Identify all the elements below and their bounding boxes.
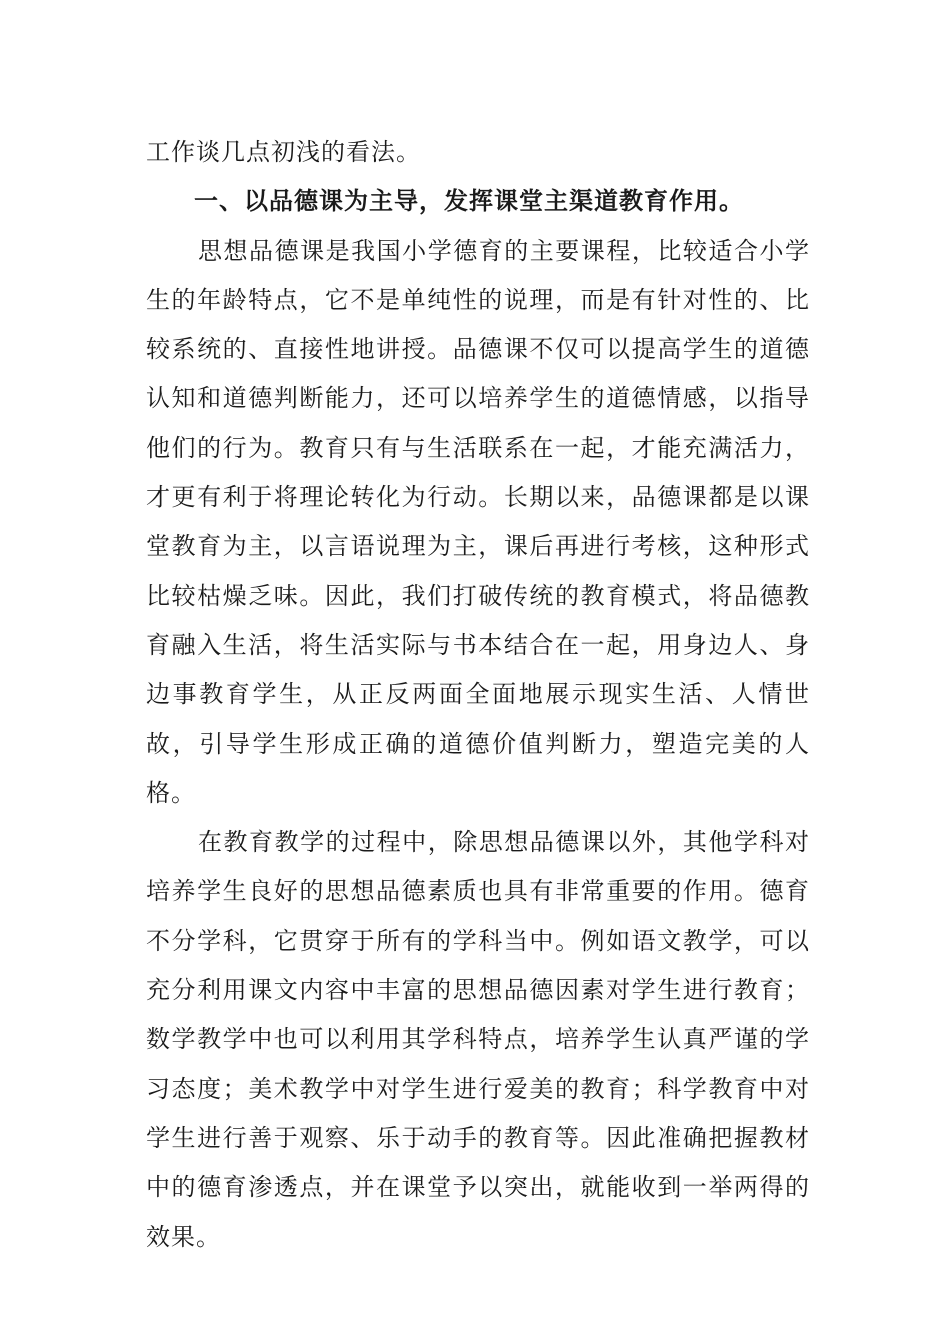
continuation-text: 工作谈几点初浅的看法。	[146, 138, 421, 166]
paragraph-1: 思想品德课是我国小学德育的主要课程，比较适合小学生的年龄特点，它不是单纯性的说理，而是有针对性的、比较系统的、直接性地讲授。品德课不仅可以提高学生的道德认知和道德判断能力，还可以培养学生的道德情感，以指导他们的行为。教育只有与生活联系在一起，才能充满活力，才更有利于将理论转化为行动。长期以来，品德课都是以课堂教育为主，以言语说理为主，课后再进行考核，这种形式比较枯燥乏味。因此，我们打破传统的教育模式，将品德教育融入生活，将生活实际与书本结合在一起，用身边人、身边事教育学生，从正反两面全面地展示现实生活、人情世故，引导学生形成正确的道德价值判断力，塑造完美的人格。	[146, 236, 810, 807]
paragraph-2: 在教育教学的过程中，除思想品德课以外，其他学科对培养学生良好的思想品德素质也具有非常重要的作用。德育不分学科，它贯穿于所有的学科当中。例如语文教学，可以充分利用课文内容中丰富的思想品德因素对学生进行教育；数学教学中也可以利用其学科特点，培养学生认真严谨的学习态度；美术教学中对学生进行爱美的教育；科学教育中对学生进行善于观察、乐于动手的教育等。因此准确把握教材中的德育渗透点，并在课堂予以突出，就能收到一举两得的效果。	[146, 828, 810, 1251]
section-heading: 一、以品德课为主导，发挥课堂主渠道教育作用。	[194, 187, 744, 216]
document-page	[146, 128, 810, 1262]
